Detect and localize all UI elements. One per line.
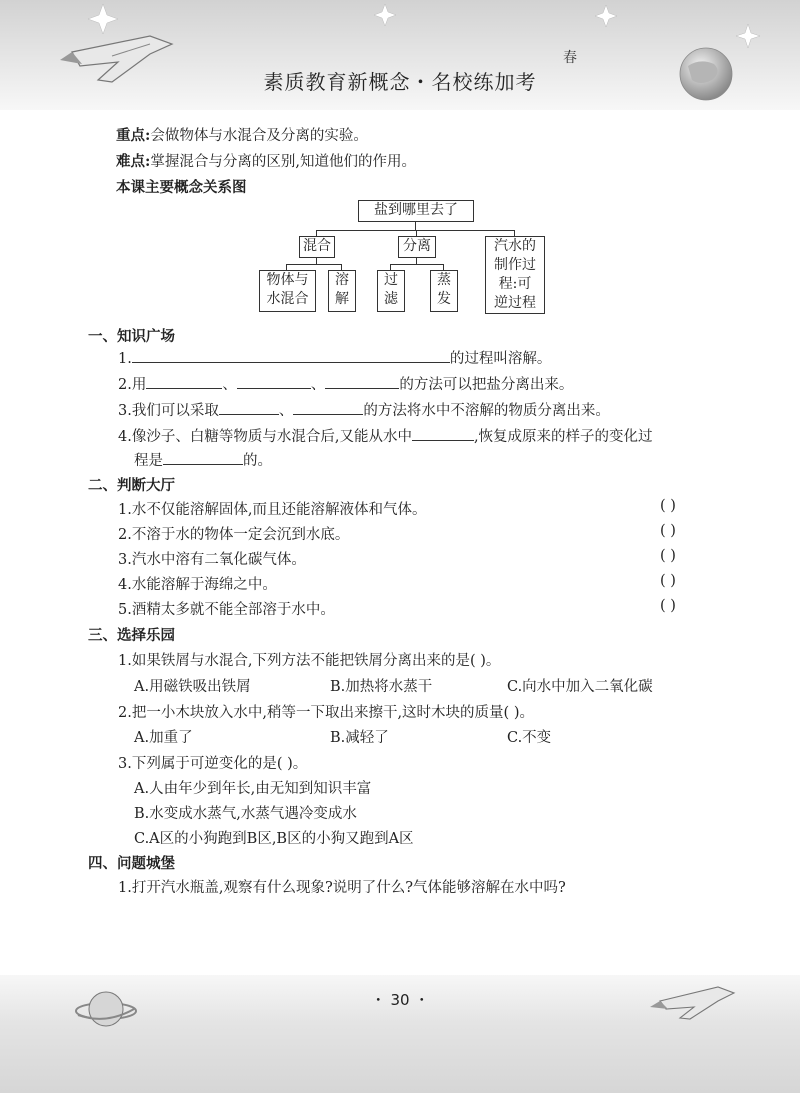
concept-soda-line: 制作过 <box>494 257 536 273</box>
fill-question-4-continued <box>134 449 272 470</box>
concept-leaf-line: 水混合 <box>266 291 309 307</box>
concept-soda-line: 汽水的 <box>494 238 536 254</box>
concept-leaf-line: 溶 <box>335 272 349 288</box>
choice-option[interactable]: A.人由年少到年长,由无知到知识丰富 <box>134 781 372 797</box>
concept-leaf-filter <box>377 270 405 312</box>
question-number: 1. <box>118 351 132 367</box>
choice-option[interactable]: B.加热将水蒸干 <box>330 679 433 695</box>
choice-option[interactable]: A.用磁铁吸出铁屑 <box>134 679 251 695</box>
answer-parenthesis[interactable]: ( ) <box>660 573 676 589</box>
question-text: 的。 <box>243 453 272 469</box>
answer-parenthesis[interactable]: ( ) <box>660 548 676 564</box>
connector <box>416 257 417 264</box>
answer-blank[interactable] <box>163 450 243 465</box>
judge-item: 1.水不仅能溶解固体,而且还能溶解液体和气体。 <box>118 502 427 518</box>
choice-question: 1.如果铁屑与水混合,下列方法不能把铁屑分离出来的是( )。 <box>118 653 501 669</box>
question-text: 4.像沙子、白糖等物质与水混合后,又能从水中 <box>118 429 412 445</box>
connector <box>415 221 416 230</box>
choice-option[interactable]: A.加重了 <box>134 730 193 746</box>
question-text: 3.我们可以采取 <box>118 403 219 419</box>
choice-question: 3.下列属于可逆变化的是( )。 <box>118 756 308 772</box>
separator: 、 <box>222 377 237 393</box>
fill-question-3 <box>118 399 610 420</box>
answer-blank[interactable] <box>293 400 363 415</box>
connector <box>316 230 514 231</box>
concept-map-title: 本课主要概念关系图 <box>116 179 247 196</box>
question-text: 程是 <box>134 453 163 469</box>
separator: 、 <box>278 403 294 419</box>
judge-item: 5.酒精太多就不能全部溶于水中。 <box>118 602 335 618</box>
section-title: 二、判断大厅 <box>88 477 175 494</box>
concept-soda-line: 逆过程 <box>494 295 536 311</box>
question-text: 的过程叫溶解。 <box>449 351 552 367</box>
connector <box>390 264 443 265</box>
answer-parenthesis[interactable]: ( ) <box>660 498 676 514</box>
key-point <box>116 124 368 145</box>
choice-option[interactable]: B.减轻了 <box>330 730 389 746</box>
concept-leaf-dissolve <box>328 270 356 312</box>
fill-question-1 <box>118 347 551 368</box>
season-label: 春 <box>563 50 577 66</box>
page-title: 素质教育新概念・名校练加考 <box>263 70 537 94</box>
concept-leaf-evaporate <box>430 270 458 312</box>
concept-leaf-line: 解 <box>335 291 349 307</box>
judge-item: 2.不溶于水的物体一定会沉到水底。 <box>118 527 350 543</box>
concept-leaf-line: 蒸 <box>437 272 451 288</box>
answer-blank[interactable] <box>412 426 474 441</box>
answer-blank[interactable] <box>132 348 450 363</box>
question-text: 的方法可以把盐分离出来。 <box>399 377 574 393</box>
fill-question-2 <box>118 373 573 394</box>
choice-option[interactable]: C.不变 <box>507 730 552 746</box>
question-text: 2.用 <box>118 377 147 393</box>
header-decoration <box>0 0 800 120</box>
choice-option[interactable]: C.A区的小狗跑到B区,B区的小狗又跑到A区 <box>134 831 414 847</box>
difficulty-point <box>116 150 416 171</box>
key-point-label: 重点: <box>116 127 151 144</box>
answer-blank[interactable] <box>146 374 222 389</box>
section-title: 四、问题城堡 <box>88 855 175 872</box>
question-text: 的方法将水中不溶解的物质分离出来。 <box>363 403 610 419</box>
page-number: ・ 30 ・ <box>370 991 430 1009</box>
concept-leaf-line: 过 <box>384 272 398 288</box>
question-text: ,恢复成原来的样子的变化过 <box>473 429 653 445</box>
difficulty-point-label: 难点: <box>116 153 151 170</box>
concept-soda <box>485 236 545 314</box>
key-point-text: 会做物体与水混合及分离的实验。 <box>150 128 368 144</box>
open-question: 1.打开汽水瓶盖,观察有什么现象?说明了什么?气体能够溶解在水中吗? <box>118 880 566 896</box>
section-title: 三、选择乐园 <box>88 627 175 644</box>
choice-option[interactable]: B.水变成水蒸气,水蒸气遇冷变成水 <box>134 806 357 822</box>
concept-leaf-line: 滤 <box>384 291 398 307</box>
separator: 、 <box>310 377 326 393</box>
choice-question: 2.把一小木块放入水中,稍等一下取出来擦干,这时木块的质量( )。 <box>118 705 534 721</box>
judge-item: 3.汽水中溶有二氧化碳气体。 <box>118 552 306 568</box>
connector <box>316 257 317 264</box>
concept-mix: 混合 <box>299 236 335 258</box>
answer-blank[interactable] <box>325 374 399 389</box>
concept-separate: 分离 <box>398 236 436 258</box>
concept-leaf-line: 发 <box>437 291 451 307</box>
section-title: 一、知识广场 <box>88 328 175 345</box>
concept-root: 盐到哪里去了 <box>358 200 474 222</box>
answer-parenthesis[interactable]: ( ) <box>660 523 676 539</box>
judge-item: 4.水能溶解于海绵之中。 <box>118 577 277 593</box>
answer-blank[interactable] <box>219 400 279 415</box>
connector <box>286 264 341 265</box>
answer-parenthesis[interactable]: ( ) <box>660 598 676 614</box>
difficulty-point-text: 掌握混合与分离的区别,知道他们的作用。 <box>150 154 416 170</box>
concept-soda-line: 程:可 <box>498 276 532 292</box>
choice-option[interactable]: C.向水中加入二氧化碳 <box>507 679 653 695</box>
concept-leaf-mix-water <box>259 270 316 312</box>
concept-leaf-line: 物体与 <box>266 272 309 288</box>
fill-question-4 <box>118 425 653 446</box>
sparkle-icon <box>88 4 760 48</box>
answer-blank[interactable] <box>237 374 311 389</box>
